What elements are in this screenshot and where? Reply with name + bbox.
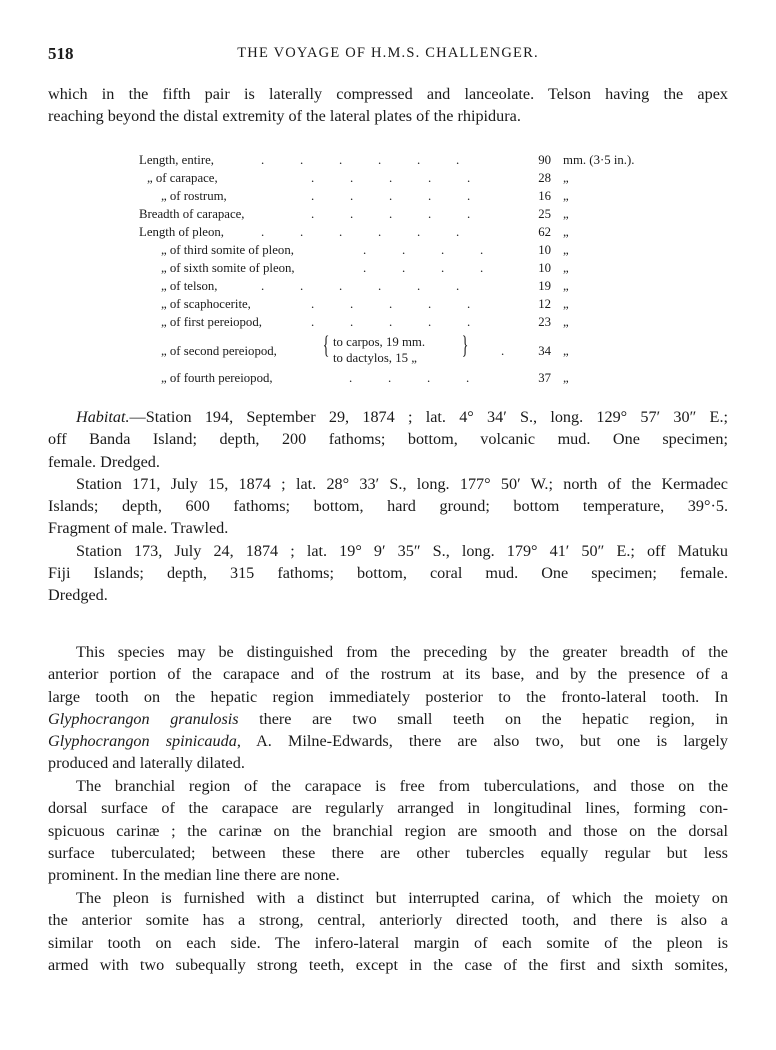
measurement-unit: „: [563, 344, 569, 358]
measurement-label: „ of first pereiopod,: [161, 315, 262, 329]
measurement-unit: „: [563, 279, 569, 293]
text-line: large tooth on the hepatic region immediately posterior to the fronto-lateral tooth. In: [48, 687, 728, 706]
text-line: [48, 406, 728, 428]
running-title: THE VOYAGE OF H.M.S. CHALLENGER.: [237, 45, 539, 61]
measurement-unit: „: [563, 243, 569, 257]
intro-paragraph: [48, 83, 728, 128]
measurement-label: „ of carapace,: [147, 171, 218, 185]
measurement-label: Length, entire,: [139, 153, 214, 167]
sub-measurement: to dactylos, 15 „: [333, 351, 417, 365]
measurement-label: „ of scaphocerite,: [161, 297, 251, 311]
measurement-row: [139, 297, 639, 315]
measurement-value: 10: [538, 261, 551, 275]
leader-dots: . . . .: [363, 242, 484, 257]
habitat-heading: Habitat.: [76, 408, 130, 426]
text-line: Station 173, July 24, 1874 ; lat. 19° 9′ 35″ S., long. 179° 41′ 50″ E.; off Matuku: [76, 541, 728, 560]
text-segment: , A. Milne-Edwards, there are also two, but one is largely: [236, 732, 728, 751]
measurement-row: [139, 189, 639, 207]
left-brace: {: [322, 332, 330, 359]
measurement-label: „ of fourth pereiopod,: [161, 371, 273, 385]
sub-measurement: to carpos, 19 mm.: [333, 335, 426, 349]
measurement-value: 16: [538, 189, 551, 203]
text-line: Dredged.: [48, 586, 108, 605]
measurement-value: 19: [538, 279, 551, 293]
text-line: [48, 708, 728, 730]
measurement-row: [139, 243, 639, 261]
measurement-row: [139, 371, 639, 389]
text-line: off Banda Island; depth, 200 fathoms; bottom, volcanic mud. One specimen;: [48, 430, 728, 449]
page-number: 518: [48, 44, 74, 63]
measurement-label: „ of rostrum,: [161, 189, 227, 203]
measurement-row: [139, 261, 639, 279]
measurement-row: [139, 315, 639, 333]
measurement-value: 90: [538, 153, 551, 167]
text-line: surface tuberculated; between these there are other tubercles equally regular but less: [48, 843, 728, 862]
measurement-value: 34: [538, 344, 551, 358]
text-line: which in the fifth pair is laterally compressed and lanceolate. Telson having the apex: [48, 85, 728, 103]
leader-dots: . . . . . .: [261, 278, 460, 293]
leader-dots: . . . .: [363, 260, 484, 275]
habitat-text: —Station 194, September 29, 1874 ; lat. 4° 34′ S., long. 129° 57′ 30″ E.;: [129, 408, 728, 426]
right-brace: }: [461, 332, 469, 359]
text-line: The pleon is furnished with a distinct but interrupted carina, of which the moiety on: [76, 889, 728, 907]
measurement-unit: „: [563, 315, 569, 329]
page-header: [48, 44, 728, 66]
species-name: Glyphocrangon spinicauda: [48, 732, 237, 751]
measurement-value: 12: [538, 297, 551, 311]
species-name: Glyphocrangon granulosis: [48, 709, 239, 728]
text-line: Fragment of male. Trawled.: [48, 519, 229, 538]
measurement-row: [139, 171, 639, 189]
text-line: anterior portion of the carapace and of the rostrum at its base, and by the presence of a: [48, 665, 728, 684]
measurement-value: 25: [538, 207, 551, 221]
leader-dots: . . . . . .: [261, 224, 460, 239]
measurement-unit: „: [563, 189, 569, 203]
measurement-label: Length of pleon,: [139, 225, 224, 239]
measurement-row: [139, 225, 639, 243]
leader-dots: . . . . .: [311, 188, 471, 203]
measurement-unit: mm. (3·5 in.).: [563, 153, 635, 167]
text-line: dorsal surface of the carapace are regularly arranged in longitudinal lines, forming con-: [48, 799, 728, 818]
leader-dots: . . . . .: [311, 296, 471, 311]
measurement-value: 28: [538, 171, 551, 185]
leader-dots: . . . . .: [311, 314, 471, 329]
leader-dots: . . . . .: [311, 206, 471, 221]
measurement-row-split: [139, 332, 639, 369]
text-line: prominent. In the median line there are none.: [48, 866, 340, 885]
body-paragraph: [48, 641, 728, 775]
measurement-unit: „: [563, 207, 569, 221]
measurement-value: 23: [538, 315, 551, 329]
measurement-value: 10: [538, 243, 551, 257]
measurement-unit: „: [563, 371, 569, 385]
measurement-unit: „: [563, 171, 569, 185]
text-line: similar tooth on each side. The infero-lateral margin of each somite of the pleon is: [48, 933, 728, 952]
text-line: female. Dredged.: [48, 452, 160, 471]
leader-dots: . . . . .: [311, 170, 471, 185]
text-line: [48, 730, 728, 752]
measurement-value: 37: [538, 371, 551, 385]
measurement-unit: „: [563, 225, 569, 239]
measurement-value: 62: [538, 225, 551, 239]
text-line: The branchial region of the carapace is free from tuberculations, and those on the: [76, 777, 728, 795]
text-line: spicuous carinæ ; the carinæ on the branchial region are smooth and those on the dorsal: [48, 821, 728, 840]
text-line: This species may be distinguished from the preceding by the greater breadth of the: [76, 643, 728, 661]
text-line: the anterior somite has a strong, central, anteriorly directed tooth, and there is also a: [48, 911, 728, 930]
measurement-unit: „: [563, 297, 569, 311]
measurement-label: „ of telson,: [161, 279, 218, 293]
habitat-paragraph: [48, 406, 728, 607]
text-line: Fiji Islands; depth, 315 fathoms; bottom, coral mud. One specimen; female.: [48, 564, 728, 583]
measurement-row: [139, 153, 639, 171]
measurement-row: [139, 279, 639, 297]
measurement-row: [139, 207, 639, 225]
body-paragraph: [48, 775, 728, 886]
leader-dots: . . . . . .: [261, 152, 460, 167]
leader-dots: .: [501, 343, 505, 358]
text-line: reaching beyond the distal extremity of the lateral plates of the rhipidura.: [48, 107, 521, 126]
measurement-label: „ of second pereiopod,: [161, 344, 277, 358]
body-paragraph: [48, 887, 728, 976]
measurement-label: Breadth of carapace,: [139, 207, 245, 221]
text-line: produced and laterally dilated.: [48, 754, 245, 773]
measurement-label: „ of sixth somite of pleon,: [161, 261, 295, 275]
leader-dots: . . . .: [349, 370, 470, 385]
measurement-unit: „: [563, 261, 569, 275]
text-line: Station 171, July 15, 1874 ; lat. 28° 33′ S., long. 177° 50′ W.; north of the Kermadec: [76, 474, 728, 493]
text-line: armed with two subequally strong teeth, except in the case of the first and sixth somites,: [48, 955, 728, 974]
measurement-label: „ of third somite of pleon,: [161, 243, 294, 257]
text-segment: there are two small teeth on the hepatic region, in: [238, 709, 728, 728]
text-line: Islands; depth, 600 fathoms; bottom, hard ground; bottom temperature, 39°·5.: [48, 497, 728, 516]
